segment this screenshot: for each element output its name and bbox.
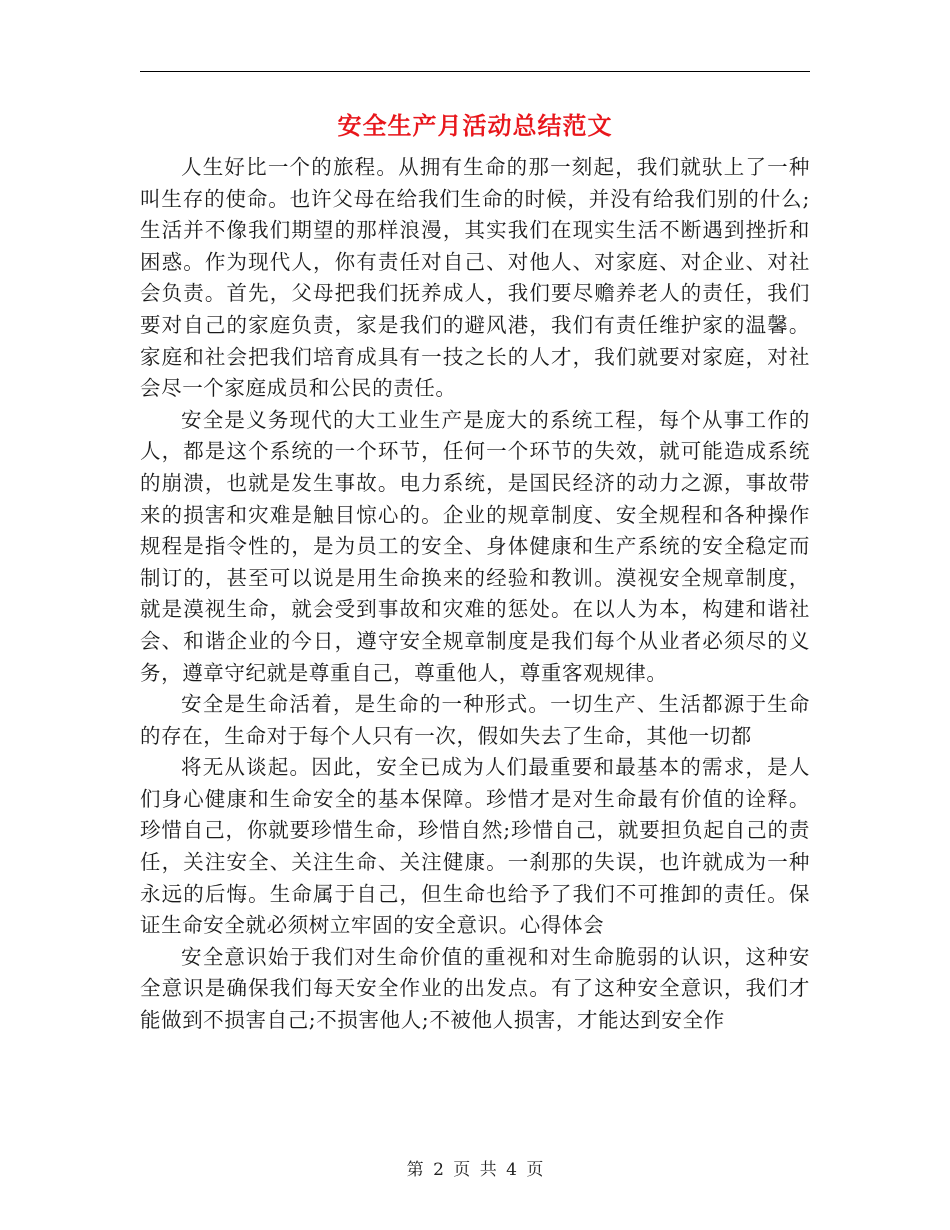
paragraph-1: 人生好比一个的旅程。从拥有生命的那一刻起，我们就驮上了一种叫生存的使命。也许父母在给我们生命的时候，并没有给我们别的什么;生活并不像我们期望的那样浪漫，其实我们在现实生活不断遇到挫折和困惑。作为现代人，你有责任对自己、对他人、对家庭、对企业、对社会负责。首先，父母把我们抚养成人，我们要尽赡养老人的责任，我们要对自己的家庭负责，家是我们的避风港，我们有责任维护家的温馨。家庭和社会把我们培育成具有一技之长的人才，我们就要对家庭，对社会尽一个家庭成员和公民的责任。 bbox=[140, 155, 810, 401]
header-rule bbox=[140, 71, 810, 72]
paragraph-2: 安全是义务现代的大工业生产是庞大的系统工程，每个从事工作的人，都是这个系统的一个环节，任何一个环节的失效，就可能造成系统的崩溃，也就是发生事故。电力系统，是国民经济的动力之源，事故带来的损害和灾难是触目惊心的。企业的规章制度、安全规程和各种操作规程是指令性的，是为员工的安全、身体健康和生产系统的安全稳定而制订的，甚至可以说是用生命换来的经验和教训。漠视安全规章制度，就是漠视生命，就会受到事故和灾难的惩处。在以人为本，构建和谐社会、和谐企业的今日，遵守安全规章制度是我们每个从业者必须尽的义务，遵章守纪就是尊重自己，尊重他人，尊重客观规律。 bbox=[140, 407, 810, 685]
document-title: 安全生产月活动总结范文 bbox=[337, 111, 613, 140]
paragraph-3: 安全是生命活着，是生命的一种形式。一切生产、生活都源于生命的存在，生命对于每个人只有一次，假如失去了生命，其他一切都 bbox=[140, 692, 810, 748]
page-number-footer: 第 2 页 共 4 页 bbox=[406, 1160, 544, 1180]
document-body bbox=[140, 152, 810, 1037]
paragraph-5: 安全意识始于我们对生命价值的重视和对生命脆弱的认识，这种安全意识是确保我们每天安全作业的出发点。有了这种安全意识，我们才能做到不损害自己;不损害他人;不被他人损害，才能达到安全作 bbox=[140, 944, 810, 1033]
paragraph-4: 将无从谈起。因此，安全已成为人们最重要和最基本的需求，是人们身心健康和生命安全的基本保障。珍惜才是对生命最有价值的诠释。珍惜自己，你就要珍惜生命，珍惜自然;珍惜自己，就要担负起自己的责任，关注安全、关注生命、关注健康。一刹那的失误，也许就成为一种永远的后悔。生命属于自己，但生命也给予了我们不可推卸的责任。保证生命安全就必须树立牢固的安全意识。心得体会 bbox=[140, 755, 810, 938]
